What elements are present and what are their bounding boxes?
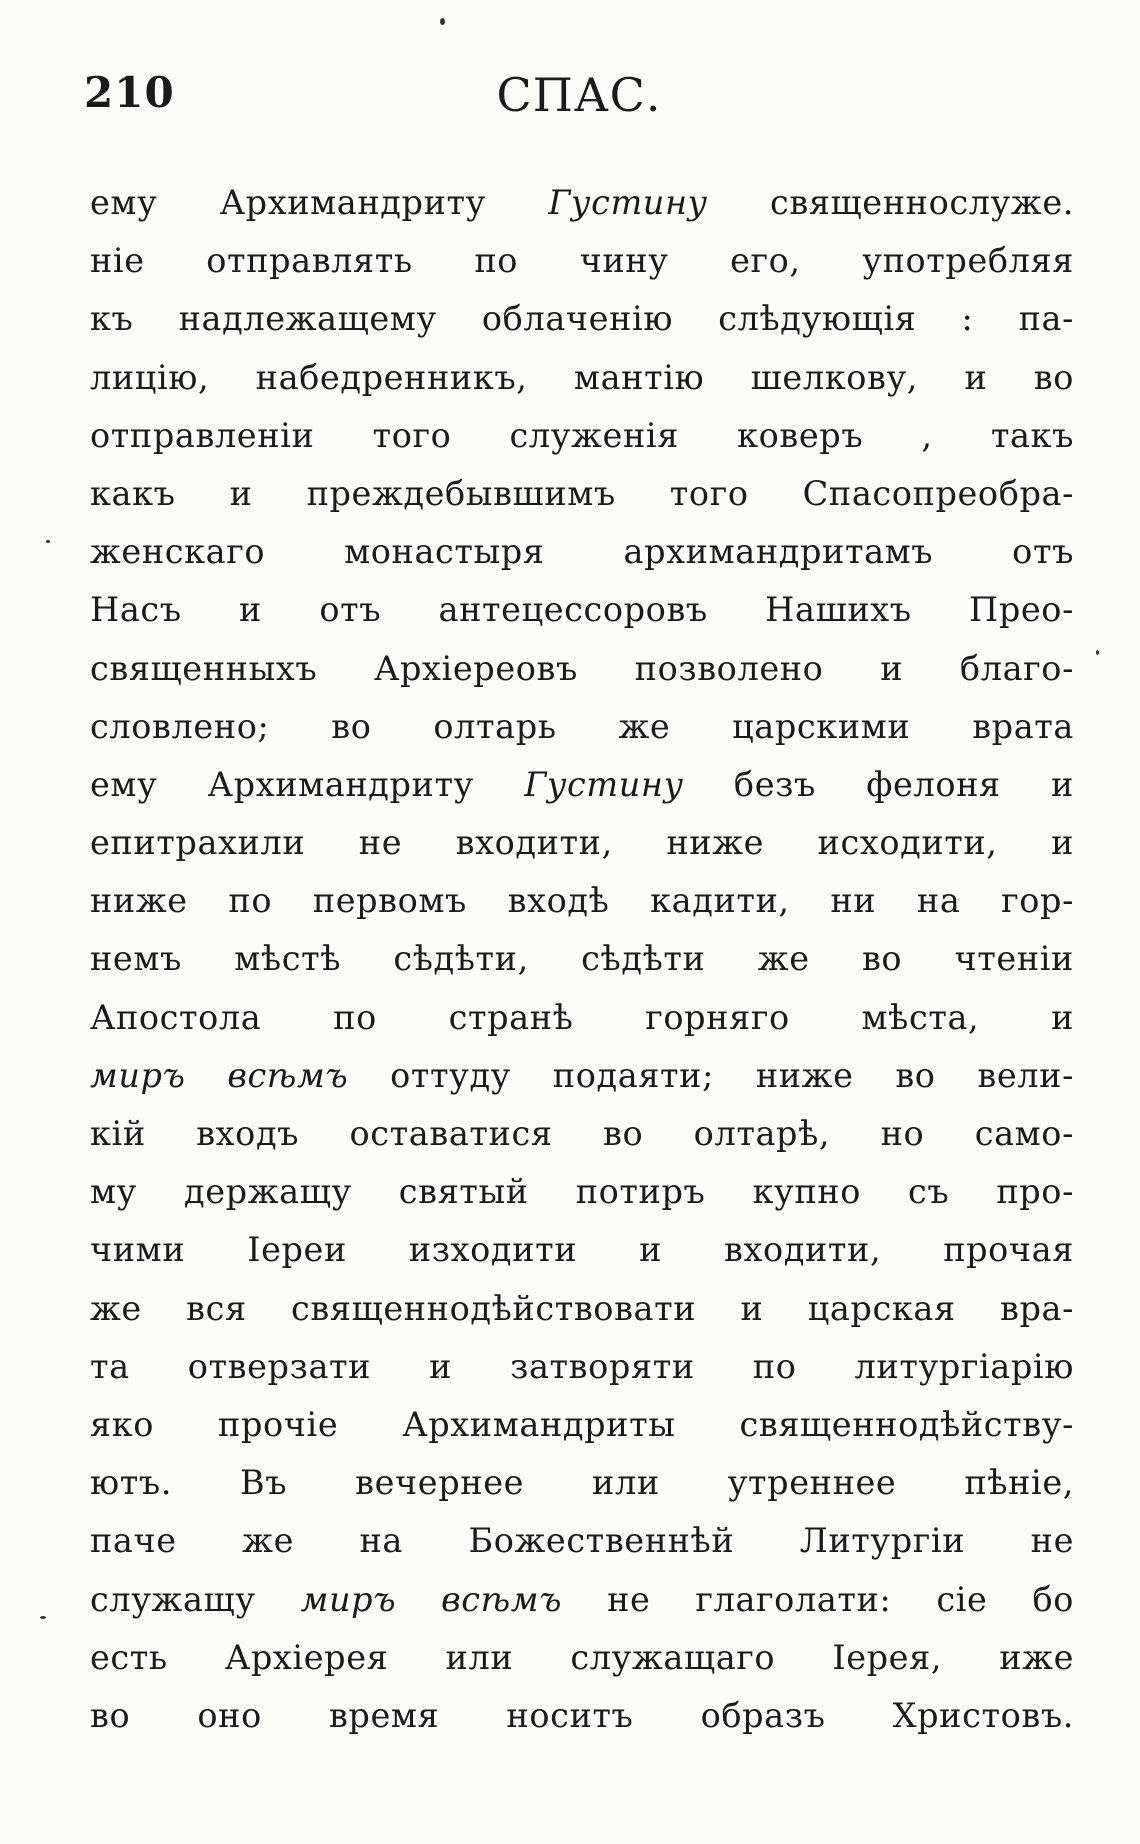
text-segment: женскаго монастыря архимандритамъ отъ <box>90 532 1074 572</box>
text-line <box>90 1280 1074 1338</box>
print-speck <box>440 18 445 25</box>
text-segment: паче же на Божественнѣй Литургіи не <box>90 1521 1074 1561</box>
text-line <box>90 581 1074 639</box>
text-segment: та отверзати и затворяти по литургіарію <box>90 1346 1074 1386</box>
text-segment: безъ фелоня и <box>683 764 1074 804</box>
text-segment: къ надлежащему облаченію слѣдующія : па- <box>90 299 1074 339</box>
text-line <box>90 1338 1074 1396</box>
text-line <box>90 814 1074 872</box>
text-segment: епитрахили не входити, ниже исходити, и <box>90 823 1074 863</box>
text-line <box>90 523 1074 581</box>
text-segment: Насъ и отъ антецессоровъ Нашихъ Прео- <box>90 590 1074 630</box>
italic-segment: Густину <box>548 183 708 222</box>
text-segment: же вся священнодѣйствовати и царская вра- <box>90 1288 1074 1328</box>
text-segment: лицію, набедренникъ, мантію шелкову, и во <box>90 357 1074 397</box>
text-line <box>90 756 1074 814</box>
text-line <box>90 1163 1074 1221</box>
text-segment: служащу <box>90 1579 301 1619</box>
text-line <box>90 465 1074 523</box>
italic-segment: миръ всѣмъ <box>90 1055 349 1095</box>
print-speck <box>40 1616 46 1619</box>
text-segment: какъ и преждебывшимъ того Спасопреобра- <box>90 473 1074 513</box>
print-speck <box>46 540 50 543</box>
text-segment: не глаголати: сіе бо <box>562 1579 1074 1619</box>
text-line <box>90 640 1074 698</box>
text-line <box>90 1571 1074 1629</box>
text-segment: священныхъ Архіереовъ позволено и благо- <box>90 648 1074 688</box>
text-segment: ютъ. Въ вечернее или утреннее пѣніе, <box>90 1463 1074 1503</box>
text-segment: ему Архимандриту <box>90 183 549 222</box>
text-line <box>90 290 1074 348</box>
text-segment: ніе отправлять по чину его, употребляя <box>90 241 1074 281</box>
text-line <box>90 1512 1074 1570</box>
text-line <box>90 1396 1074 1454</box>
page-number: 210 <box>84 68 175 117</box>
text-line <box>90 989 1074 1047</box>
text-segment: словлено; во олтарь же царскими врата <box>90 706 1074 746</box>
text-line <box>90 1629 1074 1687</box>
text-line <box>90 1454 1074 1512</box>
body-text <box>90 174 1074 1745</box>
text-segment: священнослуже. <box>707 183 1074 222</box>
text-segment: Апостола по странѣ горняго мѣста, и <box>90 997 1074 1037</box>
italic-segment: Густину <box>524 764 684 804</box>
text-line <box>90 174 1074 232</box>
running-head <box>84 68 1074 128</box>
text-segment: ему Архимандриту <box>90 764 525 804</box>
text-segment: кій входъ оставатися во олтарѣ, но само- <box>90 1114 1074 1153</box>
text-segment: немъ мѣстѣ сѣдѣти, сѣдѣти же во чтеніи <box>90 939 1074 979</box>
text-line <box>90 1687 1074 1745</box>
text-segment: отправленіи того служенія коверъ , такъ <box>90 415 1074 455</box>
text-line <box>90 1105 1074 1163</box>
text-line <box>90 232 1074 290</box>
text-line <box>90 1221 1074 1279</box>
italic-segment: миръ всѣмъ <box>300 1579 563 1619</box>
text-line <box>90 698 1074 756</box>
text-segment: оттуду подаяти; ниже во вели- <box>348 1055 1075 1095</box>
text-line <box>90 349 1074 407</box>
text-segment: яко прочіе Архимандриты священнодѣйству- <box>90 1404 1074 1444</box>
text-segment: ниже по первомъ входѣ кадити, ни на гор- <box>90 881 1074 921</box>
text-segment: во оно время носитъ образъ Христовъ. <box>90 1695 1074 1735</box>
text-line <box>90 872 1074 930</box>
text-segment: есть Архіерея или служащаго Іерея, иже <box>90 1637 1074 1677</box>
text-line <box>90 407 1074 465</box>
text-line <box>90 930 1074 988</box>
text-segment: чими Іереи изходити и входити, прочая <box>90 1230 1074 1270</box>
running-title: СПАС. <box>496 68 662 122</box>
print-speck <box>1096 650 1099 655</box>
text-segment: му держащу святый потиръ купно съ про- <box>90 1172 1074 1212</box>
text-line <box>90 1047 1074 1105</box>
